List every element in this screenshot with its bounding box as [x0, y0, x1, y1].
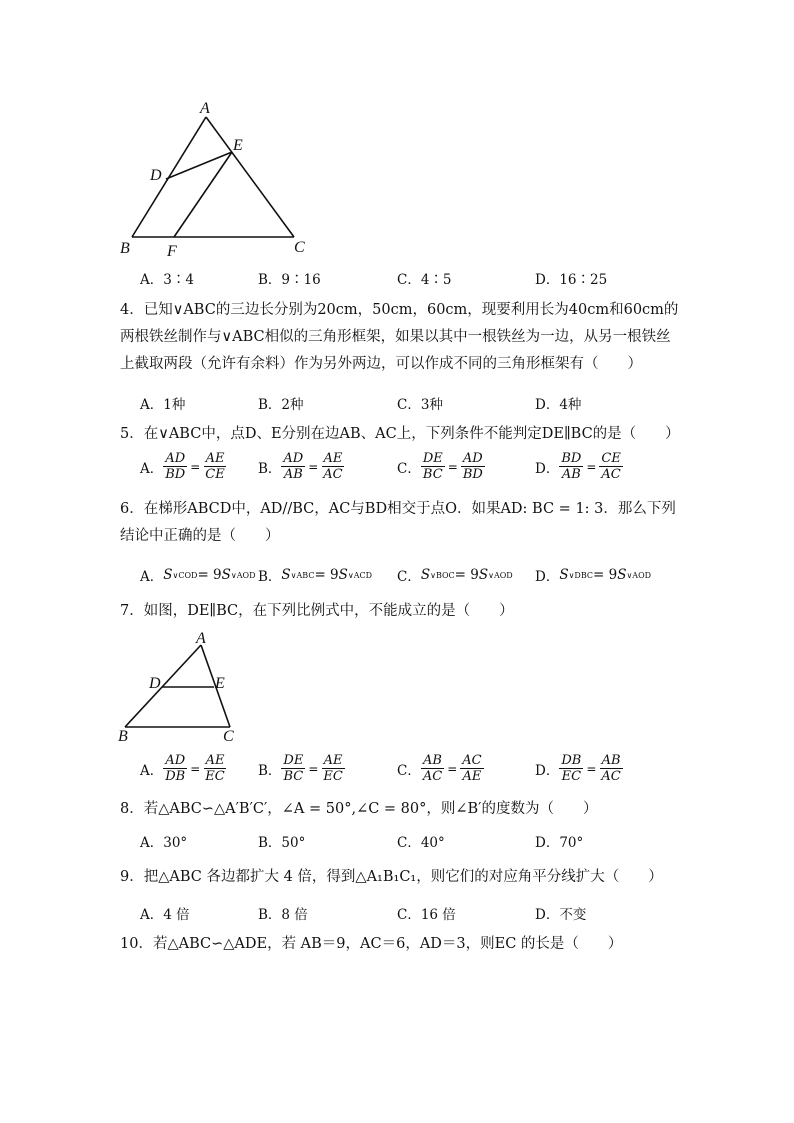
ratio-factor: = 9: [454, 567, 479, 583]
denominator: BD: [165, 467, 186, 482]
equals-sign: =: [308, 459, 319, 474]
denominator: AB: [561, 467, 581, 482]
q3-option-d[interactable]: D．16∶25: [535, 272, 608, 288]
area-symbol: S: [281, 567, 291, 583]
numerator: AE: [323, 451, 343, 466]
option-letter: B．: [258, 569, 282, 585]
numerator: AD: [165, 451, 186, 466]
label-a: A: [196, 630, 206, 647]
area-subscript: ∨ABC: [290, 570, 315, 580]
area-symbol: S: [338, 567, 348, 583]
denominator: AC: [323, 467, 343, 482]
fraction-right: [321, 451, 344, 482]
question-9: 9．把△ABC 各边都扩大 4 倍，得到△A₁B₁C₁，则它们的对应角平分线扩大（ ）: [120, 869, 663, 885]
denominator: AE: [462, 769, 482, 784]
area-subscript: ∨AOD: [626, 570, 652, 580]
equals-sign: =: [190, 761, 201, 776]
question-8: 8．若△ABC∽△A′B′C′，∠A = 50°,∠C = 80°，则∠B′的度数为（ ）: [120, 801, 598, 817]
label-c: C: [294, 239, 305, 256]
label-d: D: [149, 675, 161, 692]
option-letter: A．: [140, 762, 164, 779]
option-letter: D．: [535, 569, 560, 585]
option-letter: D．: [535, 460, 560, 477]
fraction-left: [281, 451, 305, 482]
q9-option-b[interactable]: B．8 倍: [258, 907, 308, 923]
option-letter: C．: [397, 569, 421, 585]
question-7: 7．如图，DE∥BC，在下列比例式中，不能成立的是（ ）: [120, 603, 514, 619]
fraction-right: [321, 753, 344, 784]
ratio-factor: = 9: [314, 567, 339, 583]
option-letter: A．: [140, 569, 164, 585]
q7-option-c[interactable]: [397, 753, 484, 784]
equals-sign: =: [447, 761, 458, 776]
denominator: AC: [422, 769, 443, 784]
option-letter: B．: [258, 762, 282, 779]
equals-sign: =: [447, 459, 458, 474]
area-subscript: ∨BOC: [430, 570, 455, 580]
q3-option-c[interactable]: C．4∶5: [397, 272, 452, 288]
q4-option-a[interactable]: A．1种: [140, 397, 186, 413]
q7-options: [140, 753, 680, 793]
q7-option-d[interactable]: [535, 753, 623, 784]
fraction-left: [421, 753, 444, 784]
option-letter: D．: [535, 762, 560, 779]
segment-ef: [174, 152, 232, 237]
q6-option-b[interactable]: [258, 565, 372, 585]
label-e: E: [233, 137, 243, 154]
option-letter: B．: [258, 460, 282, 477]
area-symbol: S: [221, 567, 231, 583]
label-b: B: [120, 240, 130, 257]
denominator: CE: [205, 467, 225, 482]
label-a: A: [200, 100, 210, 117]
label-c: C: [223, 728, 234, 745]
area-symbol: S: [420, 567, 431, 583]
equals-sign: =: [308, 761, 319, 776]
figure-triangle-de-parallel: [112, 628, 252, 748]
fraction-right: [599, 753, 622, 784]
q6-option-d[interactable]: [535, 565, 651, 585]
area-symbol: S: [478, 567, 489, 583]
denominator: AB: [283, 467, 303, 482]
q9-option-d[interactable]: D．不变: [535, 907, 587, 923]
q5-options: [140, 451, 680, 491]
denominator: EC: [561, 769, 582, 784]
area-symbol: S: [617, 567, 627, 583]
q6-option-a[interactable]: [140, 565, 256, 585]
q6-option-c[interactable]: [397, 565, 513, 585]
equals-sign: =: [190, 459, 201, 474]
q4-option-d[interactable]: D．4种: [535, 397, 582, 413]
figure-triangle-def: [110, 95, 330, 265]
q8-option-b[interactable]: B．50°: [258, 835, 306, 851]
question-4: 4．已知∨ABC的三边长分别为20cm，50cm，60cm，现要利用长为40cm和60cm的两根铁丝制作与∨ABC相似的三角形框架，如果以其中一根铁丝为一边，从另一根铁丝上截取两段（允许有余料）作为另外两边，可以作成不同的三角形框架有（ ）: [120, 302, 679, 372]
denominator: AC: [601, 467, 621, 482]
numerator: AD: [283, 451, 304, 466]
numerator: CE: [601, 451, 621, 466]
fraction-right: [460, 753, 483, 784]
option-letter: C．: [397, 762, 421, 779]
label-f: F: [167, 243, 177, 260]
equals-sign: =: [586, 459, 597, 474]
ratio-factor: = 9: [593, 567, 618, 583]
numerator: DE: [422, 451, 443, 466]
denominator: AC: [601, 769, 621, 784]
fraction-left: [163, 451, 187, 482]
label-b: B: [118, 728, 128, 745]
numerator: AE: [323, 753, 343, 768]
label-d: D: [150, 167, 162, 184]
area-subscript: ∨AOD: [230, 570, 256, 580]
q3-option-b[interactable]: B．9∶16: [258, 272, 321, 288]
q9-option-a[interactable]: A．4 倍: [140, 907, 190, 923]
numerator: BD: [561, 451, 582, 466]
denominator: EC: [323, 769, 343, 784]
area-subscript: ∨COD: [172, 570, 198, 580]
fraction-right: [599, 451, 622, 482]
q6-options: [140, 565, 680, 605]
fraction-right: [461, 451, 485, 482]
numerator: DE: [283, 753, 304, 768]
numerator: AB: [601, 753, 621, 768]
ratio-factor: = 9: [197, 567, 222, 583]
q9-option-c[interactable]: C．16 倍: [397, 907, 456, 923]
area-subscript: ∨ACD: [347, 570, 373, 580]
numerator: AD: [165, 753, 186, 768]
q8-option-a[interactable]: A．30°: [140, 835, 188, 851]
fraction-left: [559, 753, 583, 784]
numerator: AE: [205, 451, 225, 466]
fraction-left: [421, 451, 445, 482]
denominator: EC: [205, 769, 225, 784]
q3-option-a[interactable]: A．3∶4: [140, 272, 194, 288]
area-symbol: S: [559, 567, 569, 583]
option-letter: A．: [140, 460, 164, 477]
fraction-left: [559, 451, 583, 482]
question-6: 6．在梯形ABCD中，AD//BC，AC与BD相交于点O．如果AD: BC = 1: 3．那么下列结论中正确的是（ ）: [120, 501, 676, 544]
fraction-left: [163, 753, 187, 784]
q7-option-b[interactable]: [258, 753, 345, 784]
numerator: AD: [462, 451, 483, 466]
numerator: DB: [561, 753, 582, 768]
option-letter: C．: [397, 460, 421, 477]
denominator: BD: [462, 467, 483, 482]
q5-option-a[interactable]: [140, 451, 227, 482]
q4-option-c[interactable]: C．3种: [397, 397, 443, 413]
q5-option-d[interactable]: [535, 451, 623, 482]
question-5: 5．在∨ABC中，点D、E分别在边AB、AC上，下列条件不能判定DE∥BC的是（ ）: [120, 426, 680, 442]
q5-option-b[interactable]: [258, 451, 345, 482]
denominator: BC: [422, 467, 443, 482]
fraction-right: [203, 753, 226, 784]
side-ab: [125, 645, 201, 727]
q8-options: [140, 831, 680, 871]
q7-option-a[interactable]: [140, 753, 227, 784]
area-subscript: ∨AOD: [488, 570, 513, 580]
question-10: 10．若△ABC∽△ADE，若 AB＝9，AC＝6，AD＝3，则EC 的长是（ ）: [120, 936, 623, 952]
side-ac: [206, 117, 294, 237]
fraction-left: [281, 753, 305, 784]
area-symbol: S: [163, 567, 173, 583]
numerator: AC: [462, 753, 482, 768]
q8-option-d[interactable]: D．70°: [535, 835, 584, 851]
denominator: DB: [165, 769, 186, 784]
denominator: BC: [283, 769, 304, 784]
q8-option-c[interactable]: C．40°: [397, 835, 445, 851]
numerator: AB: [423, 753, 442, 768]
numerator: AE: [205, 753, 225, 768]
area-subscript: ∨DBC: [568, 570, 593, 580]
equals-sign: =: [586, 761, 597, 776]
q4-option-b[interactable]: B．2种: [258, 397, 304, 413]
q5-option-c[interactable]: [397, 451, 485, 482]
label-e: E: [215, 675, 225, 692]
fraction-right: [203, 451, 226, 482]
